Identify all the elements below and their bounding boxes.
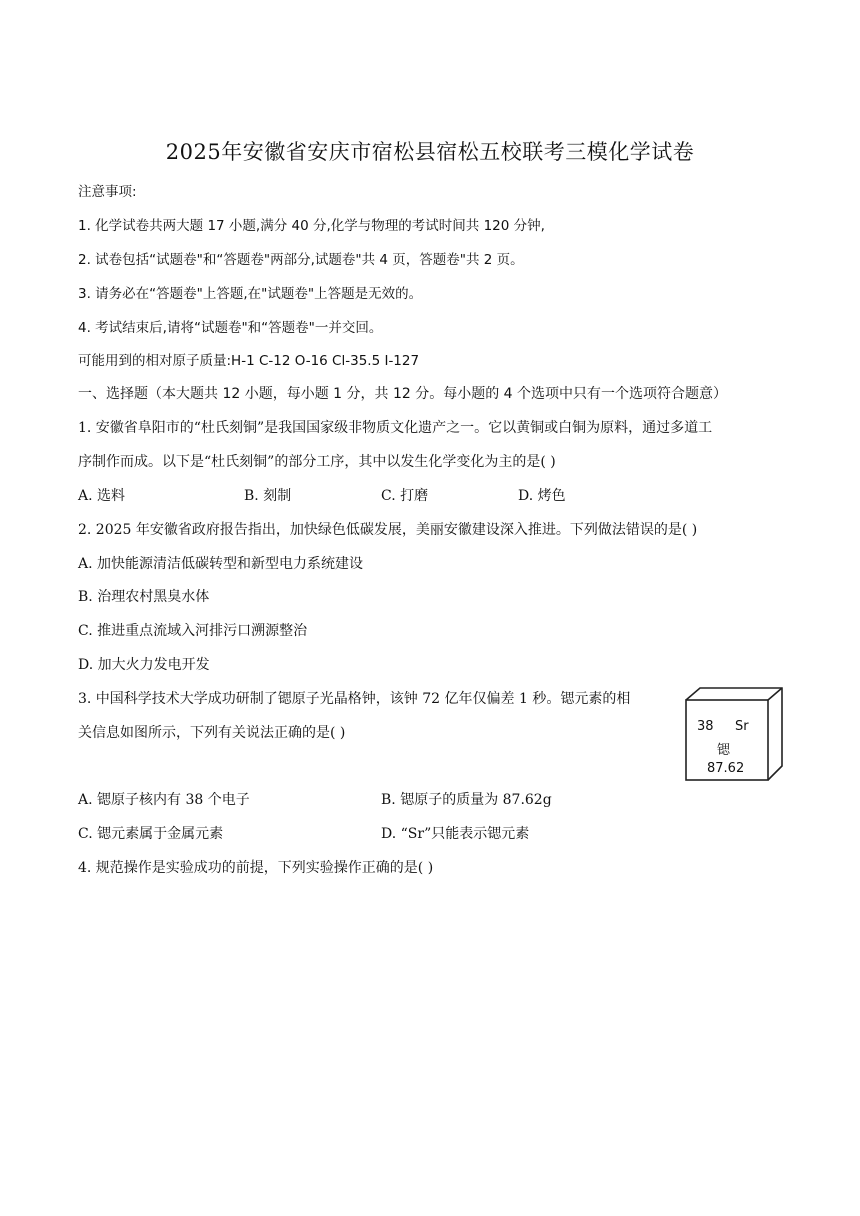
notice-item: 4. 考试结束后,请将“试题卷"和“答题卷"一并交回。 bbox=[78, 320, 383, 336]
question-1-option-a: A. 选料 bbox=[78, 488, 126, 504]
question-1-option-b: B. 刻制 bbox=[244, 488, 292, 504]
question-3-option-a: A. 锶原子核内有 38 个电子 bbox=[78, 792, 250, 808]
question-1-option-d: D. 烤色 bbox=[518, 488, 566, 504]
notice-item: 1. 化学试卷共两大题 17 小题,满分 40 分,化学与物理的考试时间共 120 分钟, bbox=[78, 218, 545, 234]
atomic-masses: 可能用到的相对原子质量:H-1 C-12 O-16 Cl-35.5 I-127 bbox=[78, 353, 420, 369]
question-1-stem: 1. 安徽省阜阳市的“杜氏刻铜”是我国国家级非物质文化遗产之一。它以黄铜或白铜为原料，通过多道工 bbox=[78, 420, 713, 436]
element-name: 锶 bbox=[717, 743, 731, 758]
question-2-option-c: C. 推进重点流域入河排污口溯源整治 bbox=[78, 623, 308, 639]
question-1-option-c: C. 打磨 bbox=[381, 488, 429, 504]
question-1-stem-cont: 序制作而成。以下是“杜氏刻铜”的部分工序，其中以发生化学变化为主的是( ) bbox=[78, 454, 556, 470]
notice-heading: 注意事项: bbox=[78, 184, 137, 200]
question-2-option-d: D. 加大火力发电开发 bbox=[78, 657, 210, 673]
page-title: 2025年安徽省安庆市宿松县宿松五校联考三模化学试卷 bbox=[165, 140, 695, 164]
element-mass: 87.62 bbox=[707, 761, 745, 776]
section-heading: 一、选择题（本大题共 12 小题，每小题 1 分，共 12 分。每小题的 4 个选项中只有一个选项符合题意） bbox=[78, 386, 728, 402]
question-3-option-c: C. 锶元素属于金属元素 bbox=[78, 826, 224, 842]
question-2-option-b: B. 治理农村黑臭水体 bbox=[78, 589, 210, 605]
element-number: 38 bbox=[697, 719, 714, 734]
question-3-option-b: B. 锶原子的质量为 87.62g bbox=[381, 792, 552, 808]
question-3-option-d: D. “Sr”只能表示锶元素 bbox=[381, 826, 530, 842]
question-2-stem: 2. 2025 年安徽省政府报告指出，加快绿色低碳发展，美丽安徽建设深入推进。下列做法错误的是( ) bbox=[78, 522, 698, 538]
element-symbol: Sr bbox=[735, 719, 749, 734]
notice-item: 2. 试卷包括“试题卷"和“答题卷"两部分,试题卷"共 4 页，答题卷"共 2 页。 bbox=[78, 252, 524, 268]
strontium-element-box bbox=[683, 686, 785, 784]
notice-item: 3. 请务必在“答题卷"上答题,在"试题卷"上答题是无效的。 bbox=[78, 286, 423, 302]
question-4-stem: 4. 规范操作是实验成功的前提，下列实验操作正确的是( ) bbox=[78, 860, 434, 876]
question-3-stem: 3. 中国科学技术大学成功研制了锶原子光晶格钟，该钟 72 亿年仅偏差 1 秒。锶元素的相 bbox=[78, 691, 631, 707]
question-2-option-a: A. 加快能源清洁低碳转型和新型电力系统建设 bbox=[78, 556, 364, 572]
question-3-stem-cont: 关信息如图所示，下列有关说法正确的是( ) bbox=[78, 725, 346, 741]
